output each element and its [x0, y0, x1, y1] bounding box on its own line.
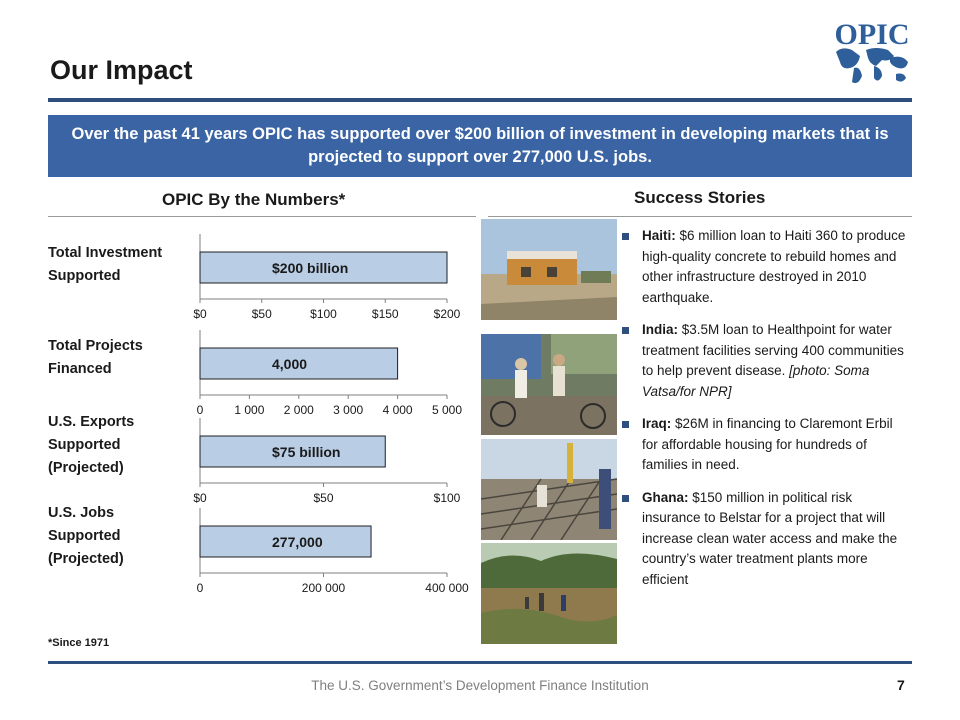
story-country: Haiti:: [642, 228, 676, 243]
chart-label-line: Supported: [48, 528, 121, 544]
x-tick-label: 3 000: [333, 403, 364, 417]
chart-label-line: U.S. Exports: [48, 414, 135, 430]
bar-value-label: $75 billion: [272, 444, 341, 460]
photo-india: [481, 334, 617, 435]
numbers-heading-rule: [48, 216, 476, 217]
x-tick-label: $150: [371, 307, 399, 321]
bar-value-label: $200 billion: [272, 260, 349, 276]
x-tick-label: $50: [313, 491, 334, 505]
x-tick-label: 4 000: [382, 403, 413, 417]
photo-credit: [photo: Soma Vatsa/for NPR]: [642, 363, 870, 399]
chart-label-line: U.S. Jobs: [48, 505, 115, 521]
x-tick-label: 200 000: [301, 581, 346, 595]
chart-label-exports: [48, 411, 134, 480]
x-tick-label: 0: [196, 581, 204, 595]
logo-text: OPIC: [834, 18, 910, 51]
photo-iraq: [481, 439, 617, 540]
success-stories-list: [622, 226, 912, 602]
chart-label-jobs: [48, 502, 124, 571]
chart-investment: [190, 232, 480, 322]
chart-label-line: Supported: [48, 437, 121, 453]
x-tick-label: 400 000: [425, 581, 469, 595]
story-iraq: [622, 414, 912, 476]
story-haiti: [622, 226, 912, 308]
story-india: [622, 320, 912, 402]
bullet-icon: [622, 327, 629, 334]
story-text: $3.5M loan to Healthpoint for water treatment facilities serving 400 communities to help prevent disease.: [642, 322, 904, 378]
x-tick-label: 2 000: [283, 403, 314, 417]
stories-heading: Success Stories: [634, 188, 766, 207]
bullet-icon: [622, 233, 629, 240]
footnote: *Since 1971: [48, 637, 110, 649]
x-tick-label: $100: [310, 307, 337, 321]
story-text: $26M in financing to Claremont Erbil for affordable housing for hundreds of families in need.: [642, 416, 893, 472]
world-map-icon: [836, 48, 908, 83]
footer-divider: [48, 661, 912, 664]
chart-exports: [190, 416, 480, 506]
x-tick-label: 0: [196, 403, 204, 417]
x-tick-label: $50: [251, 307, 272, 321]
chart-label-projects: [48, 335, 143, 381]
stories-heading-rule: [488, 216, 912, 217]
chart-label-line: (Projected): [48, 551, 124, 567]
page-title: Our Impact: [50, 55, 193, 85]
footer-text: The U.S. Government’s Development Finance Institution: [311, 678, 649, 693]
title-divider: [48, 98, 912, 102]
opic-logo: [832, 16, 912, 90]
bullet-icon: [622, 421, 629, 428]
story-ghana: [622, 488, 912, 591]
x-tick-label: 5 000: [431, 403, 463, 417]
story-country: Ghana:: [642, 489, 689, 505]
photo-haiti: [481, 219, 617, 320]
x-tick-label: $200: [433, 307, 461, 321]
page-number: 7: [897, 677, 905, 693]
chart-label-line: (Projected): [48, 460, 124, 476]
chart-label-line: Total Investment: [48, 245, 163, 261]
chart-projects: [190, 328, 480, 418]
bar-value-label: 277,000: [272, 534, 323, 550]
x-tick-label: $0: [193, 491, 207, 505]
chart-label-line: Financed: [48, 361, 112, 377]
summary-banner: Over the past 41 years OPIC has supported over $200 billion of investment in developing markets that is projected to support over 277,000 U.S. jobs.: [48, 115, 912, 177]
chart-label-line: Total Projects: [48, 338, 143, 354]
story-text: $150 million in political risk insurance to Belstar for a project that will increase clean water access and make the country’s water treatment plants more efficient: [642, 489, 898, 587]
chart-jobs: [190, 506, 480, 596]
numbers-heading: OPIC By the Numbers*: [162, 190, 346, 209]
bullet-icon: [622, 495, 629, 502]
story-text: $6 million loan to Haiti 360 to produce high-quality concrete to rebuild homes and other infrastructure destroyed in 2010 earthquake.: [642, 228, 906, 305]
story-country: Iraq:: [642, 416, 672, 431]
x-tick-label: 1 000: [234, 403, 265, 417]
story-country: India:: [642, 322, 678, 337]
photo-ghana: [481, 543, 617, 644]
bar-value-label: 4,000: [272, 356, 308, 372]
chart-label-line: Supported: [48, 268, 121, 284]
chart-label-investment: [48, 242, 162, 288]
x-tick-label: $100: [433, 491, 461, 505]
x-tick-label: $0: [193, 307, 207, 321]
